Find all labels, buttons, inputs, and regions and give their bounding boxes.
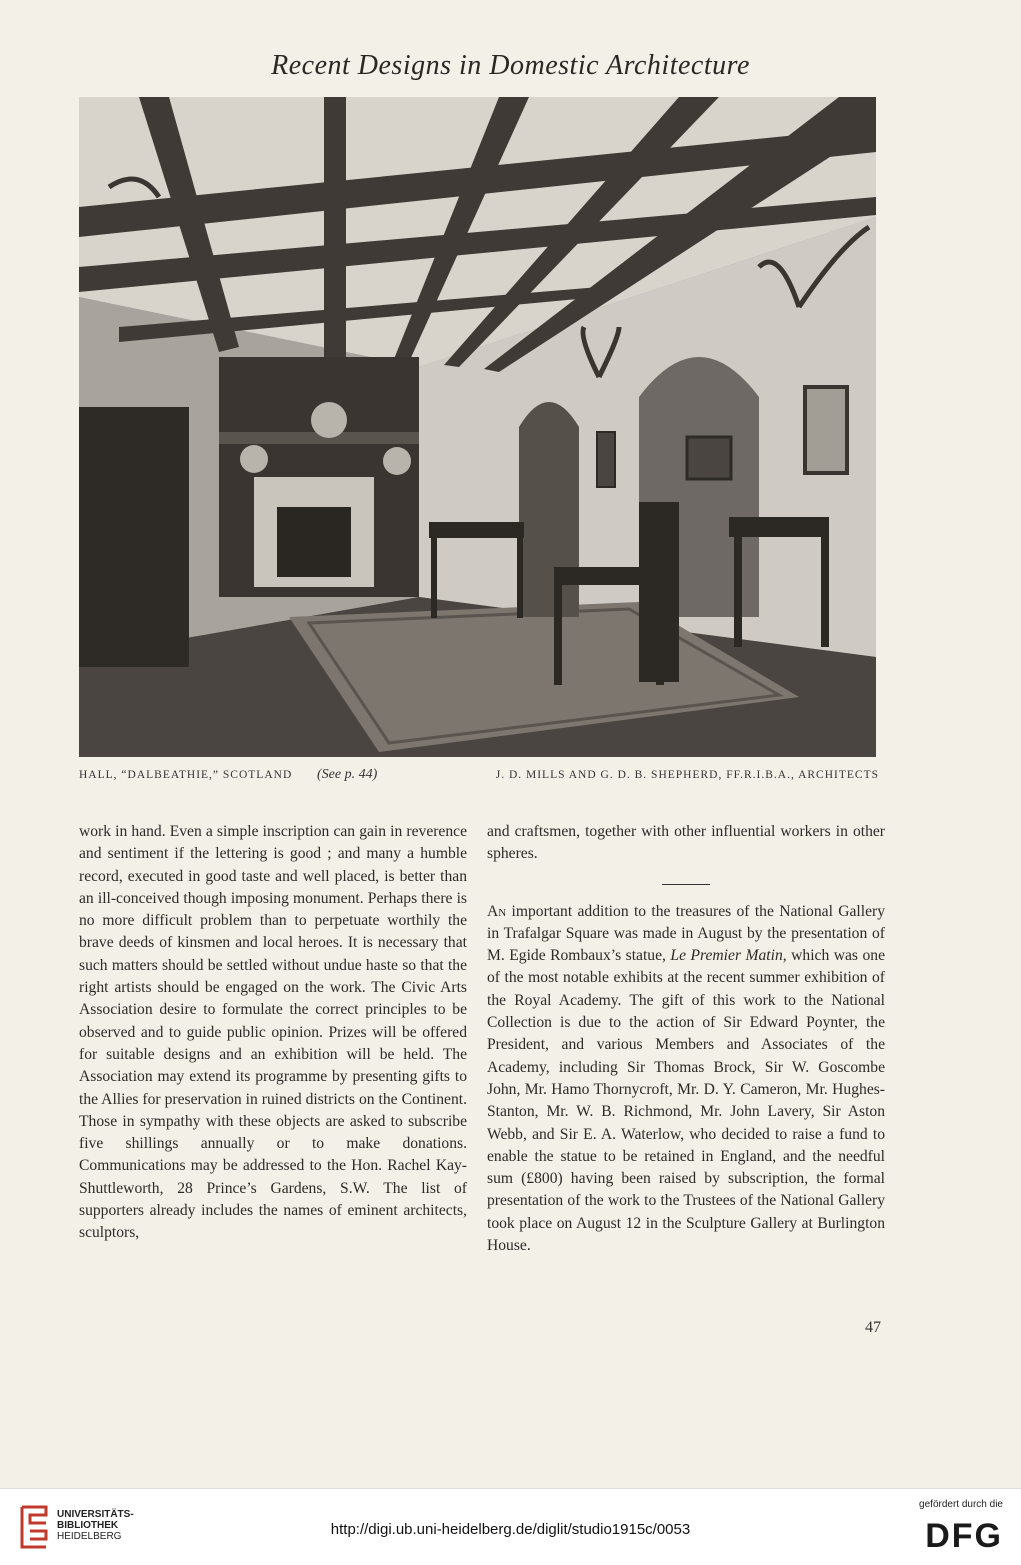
dfg-logo: DFG (925, 1517, 1003, 1555)
paragraph-2-part-2: , which was one of the most notable exhibits at the recent summer exhibition of the Royal Academy. The gift of this work to the National Collection is due to the action of Sir Edward Poynter, the President, and various Members and Associates of the Academy, including Sir Thomas Brock, Sir W. Goscombe John, Mr. Hamo Thornycroft, Mr. D. Y. Cameron, Mr. Hughes-Stanton, Mr. W. B. Richmond, Mr. John Lavery, Sir Aston Webb, and Sir E. A. Waterlow, who decided to raise a fund to enable the statue to be retained in England, and the needful sum (£800) having been raised by subscription, the formal presentation of the work to the Trustees of the National Gallery took place on August 12 in the Sculpture Gallery at Burlington House. (487, 947, 885, 1255)
right-paragraph-1: and craftsmen, together with other influential workers in other spheres. (487, 823, 885, 863)
hall-photo-illustration (79, 97, 876, 757)
section-divider (662, 884, 710, 885)
library-line-3: HEIDELBERG (57, 1531, 122, 1542)
source-url[interactable]: http://digi.ub.uni-heidelberg.de/diglit/studio1915c/0053 (330, 1521, 691, 1538)
caption-see-page: (See p. 44) (317, 767, 378, 782)
paragraph-2-part-1: important addition to the treasures of the National Gallery in Trafalgar Square was made in August by the presentation of M. Egide Rombaux’s statue, (487, 902, 885, 965)
caption-architects: J. D. MILLS AND G. D. B. SHEPHERD, FF.R.I.B.A., ARCHITECTS (495, 769, 879, 781)
library-line-1: UNIVERSITÄTS- (57, 1509, 134, 1520)
running-head: Recent Designs in Domestic Architecture (271, 50, 750, 81)
hall-photograph (79, 97, 876, 757)
library-line-2: BIBLIOTHEK (57, 1520, 119, 1531)
right-paragraph-2 (487, 901, 885, 1258)
caption-location: HALL, “DALBEATHIE,” SCOTLAND (79, 769, 293, 781)
right-column (487, 821, 885, 1257)
left-column (79, 821, 467, 1245)
page-number: 47 (865, 1319, 881, 1336)
statue-title: Le Premier Matin (670, 947, 783, 965)
left-column-text: work in hand. Even a simple inscription can gain in reverence and sentiment if the lettering is good ; and many a humble record, executed in good taste and well placed, is better than an ill-conceived though imposing monument. Perhaps there is no more difficult problem than to perpetuate worthily the brave deeds of kinsmen and local heroes. It is necessary that such matters should be settled without undue haste so that the right artists should be engaged on the work. The Civic Arts Association desire to formulate the correct principles to be observed and to guide public opinion. Prizes will be offered for suitable designs and an exhibition will be held. The Association may extend its programme by presenting gifts to the Allies for preservation in ruined districts on the Continent. Those in sympathy with these objects are asked to subscribe five shillings annually or to make donations. Communications may be addressed to the Hon. Rachel Kay-Shuttleworth, 28 Prince’s Gardens, S.W. The list of supporters already includes the names of eminent architects, sculptors, (79, 823, 467, 1242)
digitization-footer (0, 1488, 1021, 1565)
funding-note: gefördert durch die (919, 1499, 1003, 1510)
paragraph-lead-word: An (487, 902, 507, 920)
